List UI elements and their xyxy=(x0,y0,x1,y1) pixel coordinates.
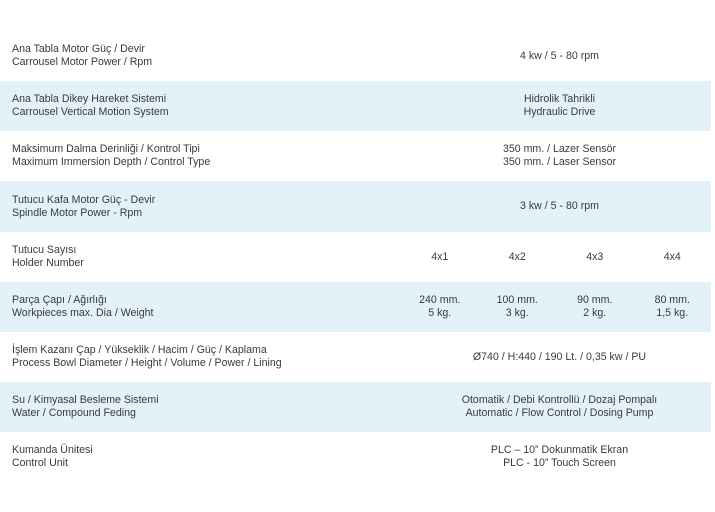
label-tr: Tutucu Sayısı xyxy=(12,244,77,256)
holder-col-4 xyxy=(634,251,712,264)
spec-row-compound-feeding xyxy=(0,382,711,432)
spec-value xyxy=(400,394,711,420)
spec-label xyxy=(0,294,399,320)
value-line: 350 mm. / Lazer Sensör xyxy=(502,143,617,155)
spec-label xyxy=(0,143,400,169)
value-line: PLC - 10” Touch Screen xyxy=(503,457,616,469)
holder-col-1 xyxy=(401,251,479,264)
value-line: 4x4 xyxy=(663,250,681,263)
spec-row-carrousel-motor xyxy=(0,31,711,81)
spec-label xyxy=(0,444,400,470)
label-en: Workpieces max. Dia / Weight xyxy=(12,307,154,319)
label-tr: Su / Kimyasal Besleme Sistemi xyxy=(12,394,159,406)
holder-col-2 xyxy=(479,251,557,264)
value-line: 5 kg. xyxy=(428,307,452,319)
label-tr: Tutucu Kafa Motor Güç - Devir xyxy=(12,193,156,206)
value-line: PLC – 10” Dokunmatik Ekran xyxy=(490,444,629,456)
spec-label xyxy=(0,244,399,270)
spec-row-immersion-depth xyxy=(0,131,711,181)
spec-row-holder-number xyxy=(0,232,711,282)
spec-row-workpiece-dia-weight xyxy=(0,282,711,332)
spec-row-process-bowl xyxy=(0,332,711,382)
spec-value xyxy=(400,351,711,364)
value-line: 4 kw / 5 - 80 rpm xyxy=(520,49,599,62)
label-tr: Kumanda Ünitesi xyxy=(12,444,93,456)
value-line: 4x2 xyxy=(508,250,526,263)
label-tr: Maksimum Dalma Derinliği / Kontrol Tipi xyxy=(12,143,200,155)
workpiece-col-3 xyxy=(556,294,634,320)
label-tr: Ana Tabla Motor Güç / Devir xyxy=(12,43,145,55)
value-line: Otomatik / Debi Kontrollü / Dozaj Pompalı xyxy=(461,394,658,406)
workpiece-col-2 xyxy=(479,294,557,320)
spec-label xyxy=(0,344,400,370)
spec-value xyxy=(400,93,711,119)
spec-label xyxy=(0,93,400,119)
label-en: Control Unit xyxy=(12,457,68,469)
value-line: 90 mm. xyxy=(577,294,613,306)
label-en: Process Bowl Diameter / Height / Volume / Power / Lining xyxy=(12,357,282,369)
label-en: Carrousel Vertical Motion System xyxy=(12,106,169,118)
holder-col-3 xyxy=(556,251,634,264)
workpiece-col-4 xyxy=(634,294,712,320)
spec-value xyxy=(400,200,711,213)
label-tr: İşlem Kazanı Çap / Yükseklik / Hacim / Güç / Kaplama xyxy=(12,344,267,356)
label-tr: Ana Tabla Dikey Hareket Sistemi xyxy=(12,93,167,105)
value-line: 4x1 xyxy=(431,250,449,263)
spec-value xyxy=(400,50,711,63)
value-line: 3 kg. xyxy=(505,307,529,319)
value-line: 3 kw / 5 - 80 rpm xyxy=(520,200,599,212)
label-en: Spindle Motor Power - Rpm xyxy=(12,206,143,219)
spec-row-vertical-motion xyxy=(0,81,711,131)
value-line: Hydraulic Drive xyxy=(523,106,596,118)
value-line: 1,5 kg. xyxy=(656,307,689,319)
label-en: Water / Compound Feding xyxy=(12,407,136,419)
value-line: 100 mm. xyxy=(496,294,538,306)
spec-value-columns xyxy=(399,294,711,320)
value-line: 80 mm. xyxy=(654,294,690,306)
spec-label xyxy=(0,394,400,420)
spec-row-spindle-motor xyxy=(0,181,711,232)
spec-label xyxy=(0,194,400,220)
spec-value-columns xyxy=(399,251,711,264)
workpiece-col-1 xyxy=(401,294,479,320)
spec-label xyxy=(0,43,400,69)
value-line: 4x3 xyxy=(586,250,604,263)
label-en: Carrousel Motor Power / Rpm xyxy=(12,56,153,68)
spec-value xyxy=(400,143,711,169)
spec-row-control-unit xyxy=(0,432,711,482)
label-en: Maximum Immersion Depth / Control Type xyxy=(12,156,211,168)
value-line: Automatic / Flow Control / Dosing Pump xyxy=(465,407,654,419)
value-line: 240 mm. xyxy=(419,294,461,306)
value-line: 350 mm. / Laser Sensor xyxy=(502,156,617,168)
value-line: Ø740 / H:440 / 190 Lt. / 0,35 kw / PU xyxy=(472,350,647,363)
value-line: 2 kg. xyxy=(583,307,607,319)
label-en: Holder Number xyxy=(12,257,84,269)
label-tr: Parça Çapı / Ağırlığı xyxy=(12,294,107,306)
value-line: Hidrolik Tahrikli xyxy=(523,93,596,105)
spec-value xyxy=(400,444,711,470)
